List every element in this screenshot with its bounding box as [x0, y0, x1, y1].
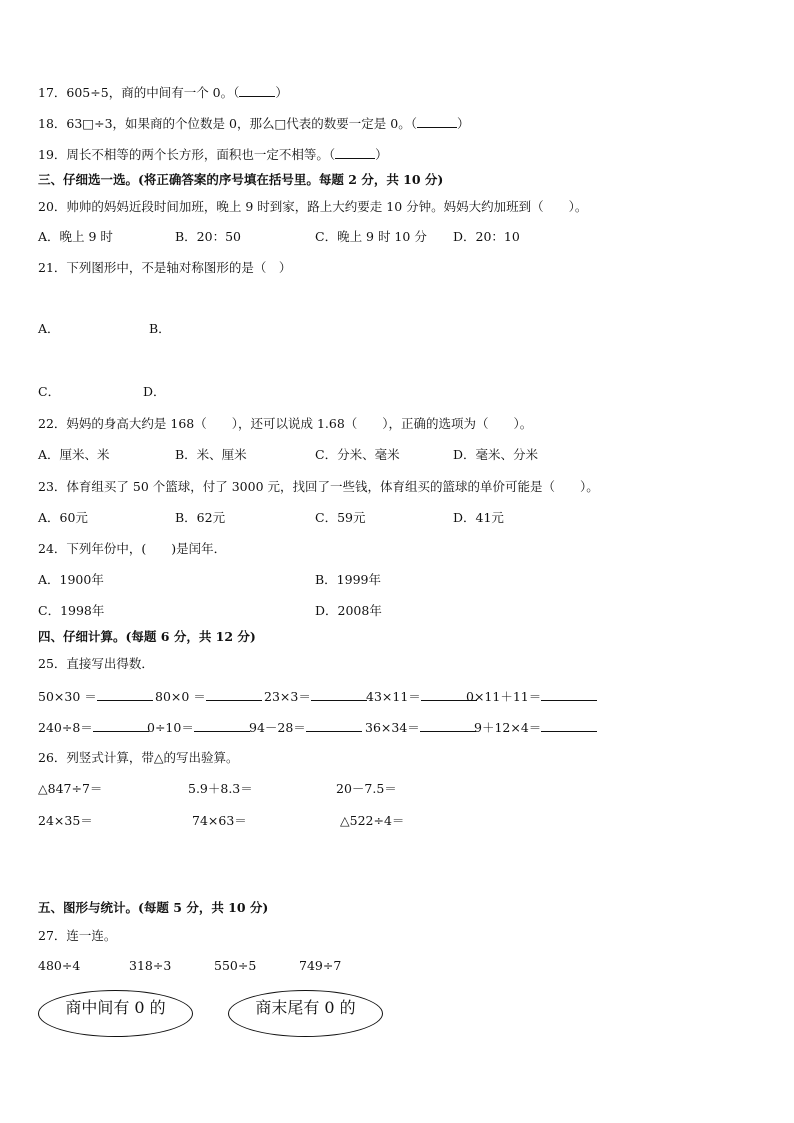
answer-blank[interactable] [206, 688, 262, 701]
match-item[interactable]: 749÷7 [299, 958, 342, 973]
answer-blank[interactable] [311, 688, 367, 701]
calc-item: 80×0 ＝ [155, 688, 262, 705]
question-21: 21．下列图形中，不是轴对称图形的是（ ） [38, 260, 292, 275]
answer-blank[interactable] [335, 146, 375, 159]
option-a[interactable]: A．厘米、米 [38, 447, 110, 462]
question-23: 23．体育组买了 50 个篮球，付了 3000 元，找回了一些钱，体育组买的篮球的单价可能是（ ）。 [38, 479, 599, 494]
question-25: 25．直接写出得数． [38, 656, 154, 671]
option-a[interactable]: A．晚上 9 时 [38, 229, 113, 244]
match-item[interactable]: 480÷4 [38, 958, 81, 973]
option-a[interactable]: A． [38, 321, 60, 336]
oval-quotient-middle-zero[interactable]: 商中间有 0 的 [38, 990, 193, 1037]
answer-blank[interactable] [97, 688, 153, 701]
question-22: 22．妈妈的身高大约是 168（ ），还可以说成 1.68（ ），正确的选项为（ ）。 [38, 416, 533, 431]
calc-item: 50×30 ＝ [38, 688, 153, 705]
option-d[interactable]: D．20：10 [453, 229, 520, 244]
question-26: 26．列竖式计算，带△的写出验算。 [38, 750, 239, 765]
question-18: 18．63□÷3，如果商的个位数是 0，那么□代表的数要一定是 0。（ ） [38, 116, 470, 131]
answer-blank[interactable] [417, 115, 457, 128]
vertical-calc-item: △522÷4＝ [340, 813, 405, 828]
option-b[interactable]: B． [149, 321, 171, 336]
calc-item: 0×11＋11＝ [466, 688, 597, 705]
option-b[interactable]: B．20：50 [175, 229, 241, 244]
calc-item: 240÷8＝ [38, 719, 149, 736]
question-24: 24．下列年份中，( )是闰年． [38, 541, 227, 556]
question-27: 27．连一连。 [38, 928, 117, 943]
question-19: 19．周长不相等的两个长方形，面积也一定不相等。（ ） [38, 147, 388, 162]
answer-blank[interactable] [541, 719, 597, 732]
vertical-calc-item: 5.9＋8.3＝ [188, 781, 253, 796]
option-d[interactable]: D．41元 [453, 510, 504, 525]
answer-blank[interactable] [541, 688, 597, 701]
match-item[interactable]: 318÷3 [129, 958, 172, 973]
option-b[interactable]: B．62元 [175, 510, 226, 525]
calc-item: 36×34＝ [365, 719, 476, 736]
calc-item: 94－28＝ [249, 719, 362, 736]
option-b[interactable]: B．1999年 [315, 572, 381, 587]
option-c[interactable]: C．59元 [315, 510, 366, 525]
option-a[interactable]: A．1900年 [38, 572, 104, 587]
option-d[interactable]: D． [143, 384, 166, 399]
section-3-heading: 三、仔细选一选。(将正确答案的序号填在括号里。每题 2 分，共 10 分) [38, 172, 444, 187]
question-20: 20．帅帅的妈妈近段时间加班，晚上 9 时到家，路上大约要走 10 分钟。妈妈大约加班到（ ）。 [38, 199, 588, 214]
option-c[interactable]: C． [38, 384, 61, 399]
calc-item: 23×3＝ [264, 688, 367, 705]
oval-quotient-end-zero[interactable]: 商末尾有 0 的 [228, 990, 383, 1037]
answer-blank[interactable] [420, 719, 476, 732]
answer-blank[interactable] [306, 719, 362, 732]
option-d[interactable]: D．毫米、分米 [453, 447, 539, 462]
answer-blank[interactable] [194, 719, 250, 732]
vertical-calc-item: 24×35＝ [38, 813, 93, 828]
vertical-calc-item: △847÷7＝ [38, 781, 103, 796]
option-d[interactable]: D．2008年 [315, 603, 382, 618]
section-5-heading: 五、图形与统计。(每题 5 分，共 10 分) [38, 900, 269, 915]
option-c[interactable]: C．1998年 [38, 603, 105, 618]
match-item[interactable]: 550÷5 [214, 958, 257, 973]
option-a[interactable]: A．60元 [38, 510, 88, 525]
vertical-calc-item: 20－7.5＝ [336, 781, 397, 796]
option-c[interactable]: C．晚上 9 时 10 分 [315, 229, 427, 244]
calc-item: 43×11＝ [366, 688, 477, 705]
calc-item: 9＋12×4＝ [474, 719, 597, 736]
vertical-calc-item: 74×63＝ [192, 813, 247, 828]
option-c[interactable]: C．分米、毫米 [315, 447, 400, 462]
question-17: 17．605÷5，商的中间有一个 0。（ ） [38, 85, 288, 100]
option-b[interactable]: B．米、厘米 [175, 447, 247, 462]
answer-blank[interactable] [239, 84, 275, 97]
answer-blank[interactable] [93, 719, 149, 732]
section-4-heading: 四、仔细计算。(每题 6 分，共 12 分) [38, 629, 256, 644]
calc-item: 0÷10＝ [147, 719, 250, 736]
